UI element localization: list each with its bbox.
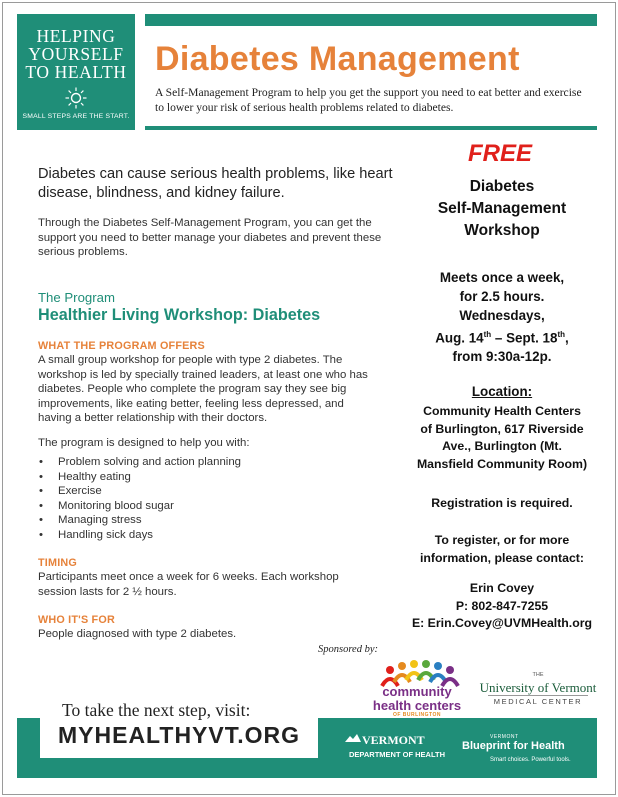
intro-text: A Self-Management Program to help you get the support you need to eat better and exercise to lower your risk of serious health problems related to diabetes. [155,86,582,114]
vermont-state-icon [345,733,361,743]
logo-tagline: SMALL STEPS ARE THE START. [22,113,130,120]
contact-email: E: Erin.Covey@UVMHealth.org [411,616,593,630]
location-heading: Location: [471,384,533,399]
list-item: • Handling sick days [38,528,241,543]
contact-intro-line: information, please contact: [420,550,584,565]
program-title: Healthier Living Workshop: Diabetes [38,306,321,324]
blueprint-name: Blueprint for Health [462,740,565,752]
logo-line-3: TO HEALTH [25,62,127,82]
chc-name-line-1: community [382,684,452,699]
list-item: • Managing stress [38,513,241,528]
sun-icon [65,87,87,109]
logo-line-1: HELPING [36,26,116,46]
contact-info [397,580,607,633]
workshop-title-line: Workshop [464,222,540,239]
schedule-duration: for 2.5 hours. [459,289,545,304]
program-logo [17,14,135,130]
location-line: Community Health Centers [423,404,581,418]
uvm-the: THE [532,672,544,678]
timing-heading: TIMING [38,557,77,569]
schedule-frequency: Meets once a week, [439,270,565,285]
program-kicker: The Program [38,290,115,305]
schedule-dates: Aug. 14th – Sept. 18th, [435,330,569,346]
registration-note: Registration is required. [431,496,573,510]
header-bottom-rule [145,126,597,130]
schedule [397,268,607,366]
audience-body: People diagnosed with type 2 diabetes. [38,628,237,640]
list-item: • Monitoring blood sugar [38,499,241,514]
uvm-subtitle: MEDICAL CENTER [493,697,583,706]
location-line: of Burlington, 617 Riverside [420,421,584,436]
timing-body: Participants meet once a week for 6 weeks. Each workshop session lasts for 2 ½ hours. [38,571,339,598]
visit-url[interactable]: MYHEALTHYVT.ORG [58,722,301,748]
audience-heading: WHO IT'S FOR [38,614,115,626]
page-title: Diabetes Management [155,40,520,78]
benefit-list [38,455,241,542]
list-item: • Healthy eating [38,470,241,485]
chc-name-line-3: OF BURLINGTON [392,712,442,718]
uvm-name: University of Vermont [479,680,597,695]
blueprint-tagline: Smart choices. Powerful tools. [490,757,571,763]
workshop-title [397,176,607,242]
designed-intro: The program is designed to help you with: [38,437,250,449]
workshop-title-line: Diabetes [469,178,535,195]
list-item: • Exercise [38,484,241,499]
blueprint-state: VERMONT [490,734,519,740]
header-top-bar [145,14,597,26]
chc-name-line-2: health centers [372,698,462,713]
offers-heading: WHAT THE PROGRAM OFFERS [38,340,205,352]
schedule-time: from 9:30a-12p. [452,349,552,365]
logo-line-2: YOURSELF [28,44,124,64]
program-intro-text: Through the Diabetes Self-Management Program, you can get the support you need to better manage your diabetes and prevent these serious problems. [38,217,382,258]
location-line: Ave., Burlington (Mt. [442,439,562,453]
vermont-department: DEPARTMENT OF HEALTH [349,750,445,759]
location-line: Mansfield Community Room) [416,456,588,471]
location-address [397,403,607,473]
contact-intro [397,532,607,567]
contact-name: Erin Covey [469,581,535,595]
sponsored-by-label: Sponsored by: [318,644,378,655]
visit-text: To take the next step, visit: [62,700,251,720]
list-item: • Problem solving and action planning [38,455,241,470]
contact-intro-line: To register, or for more [434,533,570,547]
uvm-divider [488,695,588,696]
free-label: FREE [467,140,532,167]
contact-phone: P: 802-847-7255 [455,598,549,613]
lead-text: Diabetes can cause serious health problems, like heart disease, blindness, and kidney failure. [38,166,393,201]
workshop-title-line: Self-Management [437,200,567,217]
offers-body: A small group workshop for people with type 2 diabetes. The workshop is led by specially trained leaders, at least one who has diabetes. People who complete the program say they see big improvements, like eating better, feeling less depressed, and having a better relationship with their doctors. [38,354,368,424]
vermont-name: VERMONT [362,733,425,747]
schedule-day: Wednesdays, [459,308,545,323]
